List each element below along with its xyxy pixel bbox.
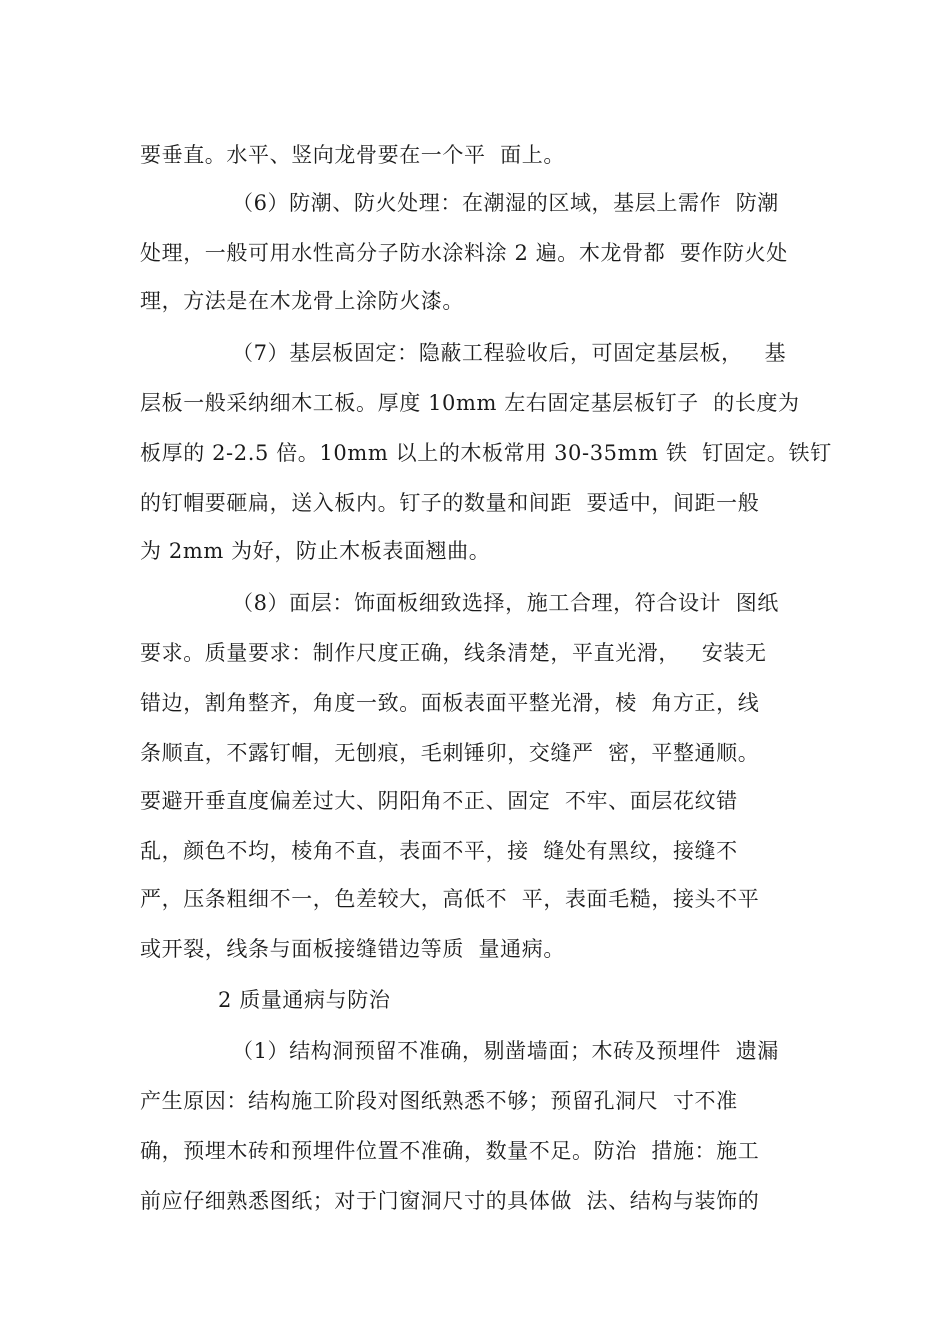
text-line-1: 要垂直。水平、竖向龙骨要在一个平 面上。 (140, 143, 565, 167)
text-line-19: （1）结构洞预留不准确，剔凿墙面；木砖及预埋件 遗漏 (232, 1039, 779, 1063)
section-heading: 2 质量通病与防治 (218, 988, 391, 1012)
text-line-10: （8）面层：饰面板细致选择，施工合理，符合设计 图纸 (232, 591, 779, 615)
text-line-8: 的钉帽要砸扁，送入板内。钉子的数量和间距 要适中，间距一般 (140, 491, 760, 515)
text-line-11: 要求。质量要求：制作尺度正确，线条清楚，平直光滑， 安装无 (140, 641, 767, 665)
text-line-3: 处理，一般可用水性高分子防水涂料涂 2 遍。木龙骨都 要作防火处 (140, 241, 788, 265)
text-line-7: 板厚的 2-2.5 倍。10mm 以上的木板常用 30-35mm 铁 钉固定。铁钉 (140, 441, 832, 465)
text-line-9: 为 2mm 为好，防止木板表面翘曲。 (140, 539, 491, 563)
text-line-17: 或开裂，线条与面板接缝错边等质 量通病。 (140, 937, 565, 961)
text-line-2: （6）防潮、防火处理：在潮湿的区域，基层上需作 防潮 (232, 191, 779, 215)
text-line-20: 产生原因：结构施工阶段对图纸熟悉不够；预留孔洞尺 寸不准 (140, 1089, 738, 1113)
text-line-22: 前应仔细熟悉图纸；对于门窗洞尺寸的具体做 法、结构与装饰的 (140, 1189, 760, 1213)
text-line-21: 确，预埋木砖和预埋件位置不准确，数量不足。防治 措施：施工 (140, 1139, 760, 1163)
text-line-16: 严，压条粗细不一，色差较大，高低不 平，表面毛糙，接头不平 (140, 887, 760, 911)
text-line-5: （7）基层板固定：隐蔽工程验收后，可固定基层板， 基 (232, 341, 787, 365)
text-line-15: 乱，颜色不均，棱角不直，表面不平，接 缝处有黑纹，接缝不 (140, 839, 738, 863)
text-line-13: 条顺直，不露钉帽，无刨痕，毛刺锤卯，交缝严 密，平整通顺。 (140, 741, 760, 765)
text-line-14: 要避开垂直度偏差过大、阴阳角不正、固定 不牢、面层花纹错 (140, 789, 738, 813)
text-line-12: 错边，割角整齐，角度一致。面板表面平整光滑，棱 角方正，线 (140, 691, 760, 715)
text-line-4: 理，方法是在木龙骨上涂防火漆。 (140, 289, 464, 313)
text-line-6: 层板一般采纳细木工板。厚度 10mm 左右固定基层板钉子 的长度为 (140, 391, 800, 415)
